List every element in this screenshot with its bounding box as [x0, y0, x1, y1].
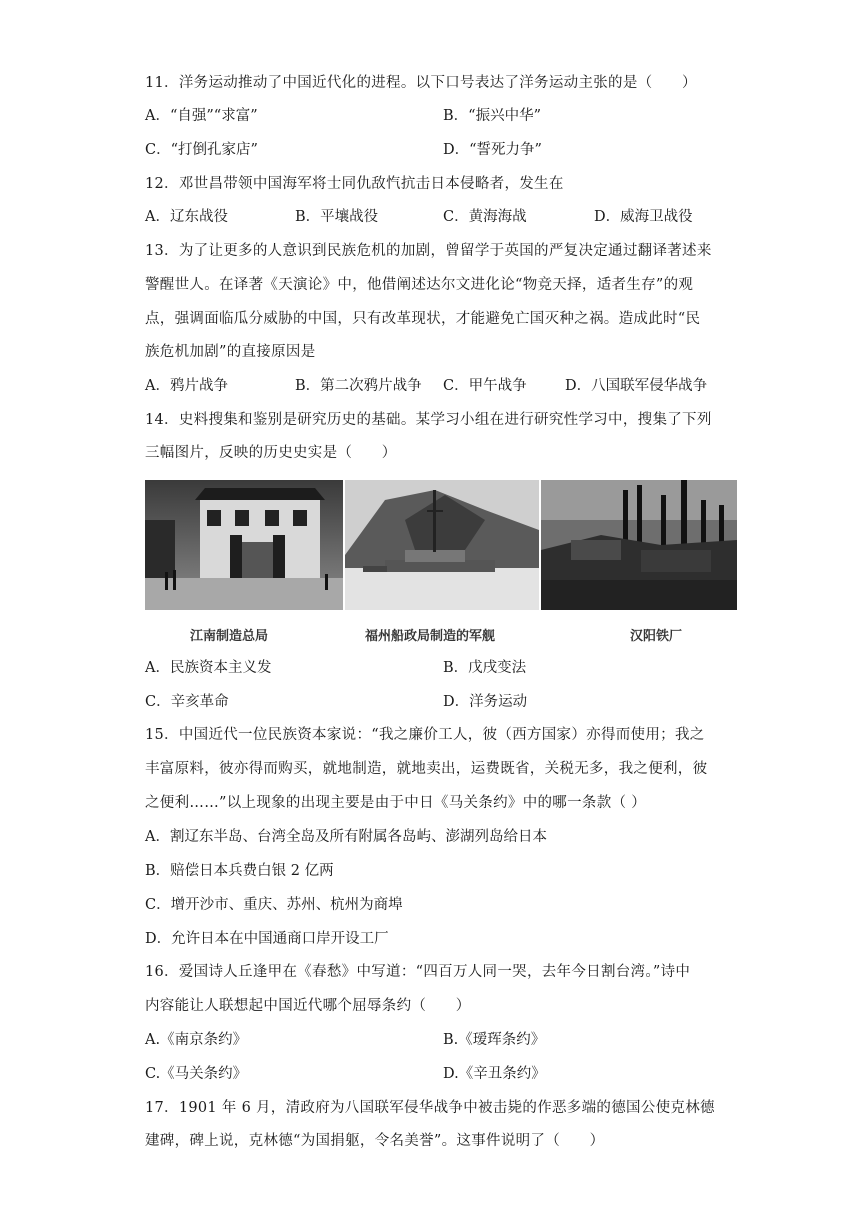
- q12-option-a: A．辽东战役: [145, 209, 228, 225]
- q14-option-d: D．洋务运动: [443, 694, 528, 710]
- q15-option-a: A．割辽东半岛、台湾全岛及所有附属各岛屿、澎湖列岛给日本: [145, 829, 547, 845]
- q11-option-b: B．“振兴中华”: [443, 108, 541, 124]
- q11-option-a: A．“自强”“求富”: [145, 108, 258, 124]
- q16-option-b: B.《瑷珲条约》: [443, 1032, 546, 1048]
- question-17-line-1: 17．1901 年 6 月，清政府为八国联军侵华战争中被击毙的作恶多端的德国公使克林德: [145, 1100, 715, 1116]
- photo-caption-1: 江南制造总局: [190, 629, 269, 644]
- question-16-line-1: 16．爱国诗人丘逢甲在《春愁》中写道：“四百万人同一哭，去年今日割台湾。”诗中: [145, 964, 691, 980]
- question-13-line-1: 13．为了让更多的人意识到民族危机的加剧，曾留学于英国的严复决定通过翻译著述来: [145, 243, 712, 259]
- question-14-line-1: 14．史料搜集和鉴别是研究历史的基础。某学习小组在进行研究性学习中，搜集了下列: [145, 412, 712, 428]
- photo-caption-2: 福州船政局制造的军舰: [365, 629, 496, 644]
- q14-option-a: A．民族资本主义发: [145, 660, 272, 676]
- jiangnan-arsenal-photo: [145, 480, 343, 610]
- q11-option-d: D．“誓死力争”: [443, 142, 542, 158]
- question-16-line-2: 内容能让人联想起中国近代哪个屈辱条约（ ）: [145, 998, 471, 1014]
- question-13-line-4: 族危机加剧”的直接原因是: [145, 344, 316, 360]
- q13-option-d: D．八国联军侵华战争: [565, 378, 708, 394]
- historical-photos: [145, 480, 737, 612]
- hanyang-ironworks-photo: [541, 480, 737, 610]
- q13-option-b: B．第二次鸦片战争: [295, 378, 422, 394]
- q13-option-a: A．鸦片战争: [145, 378, 228, 394]
- question-12-stem: 12．邓世昌带领中国海军将士同仇敌忾抗击日本侵略者，发生在: [145, 176, 564, 192]
- q16-option-d: D.《辛丑条约》: [443, 1066, 546, 1082]
- question-14-line-2: 三幅图片，反映的历史史实是（ ）: [145, 445, 397, 461]
- q12-option-c: C．黄海海战: [443, 209, 527, 225]
- fuzhou-warship-photo: [345, 480, 539, 610]
- q16-option-c: C.《马关条约》: [145, 1066, 248, 1082]
- question-15-line-2: 丰富原料，彼亦得而购买，就地制造，就地卖出，运费既省，关税无多，我之便利，彼: [145, 761, 708, 777]
- question-17-line-2: 建碑，碑上说，克林德“为国捐躯，令名美誉”。这事件说明了（ ）: [145, 1133, 605, 1149]
- question-15-line-3: 之便利……”以上现象的出现主要是由于中日《马关条约》中的哪一条款（ ）: [145, 795, 647, 811]
- q14-option-b: B．戊戌变法: [443, 660, 527, 676]
- q13-option-c: C．甲午战争: [443, 378, 527, 394]
- q15-option-c: C．增开沙市、重庆、苏州、杭州为商埠: [145, 897, 403, 913]
- question-13-line-3: 点，强调面临瓜分威胁的中国，只有改革现状，才能避免亡国灭种之祸。造成此时“民: [145, 311, 701, 327]
- q15-option-d: D．允许日本在中国通商口岸开设工厂: [145, 931, 389, 947]
- q12-option-d: D．威海卫战役: [594, 209, 693, 225]
- question-11-stem: 11．洋务运动推动了中国近代化的进程。以下口号表达了洋务运动主张的是（ ）: [145, 75, 697, 91]
- question-15-line-1: 15．中国近代一位民族资本家说：“我之廉价工人，彼（西方国家）亦得而使用；我之: [145, 727, 705, 743]
- q16-option-a: A.《南京条约》: [145, 1032, 248, 1048]
- q15-option-b: B．赔偿日本兵费白银 2 亿两: [145, 863, 334, 879]
- photo-caption-3: 汉阳铁厂: [630, 629, 683, 644]
- question-13-line-2: 警醒世人。在译著《天演论》中，他借阐述达尔文进化论“物竞天择，适者生存”的观: [145, 277, 694, 293]
- q11-option-c: C．“打倒孔家店”: [145, 142, 258, 158]
- q14-option-c: C．辛亥革命: [145, 694, 229, 710]
- q12-option-b: B．平壤战役: [295, 209, 379, 225]
